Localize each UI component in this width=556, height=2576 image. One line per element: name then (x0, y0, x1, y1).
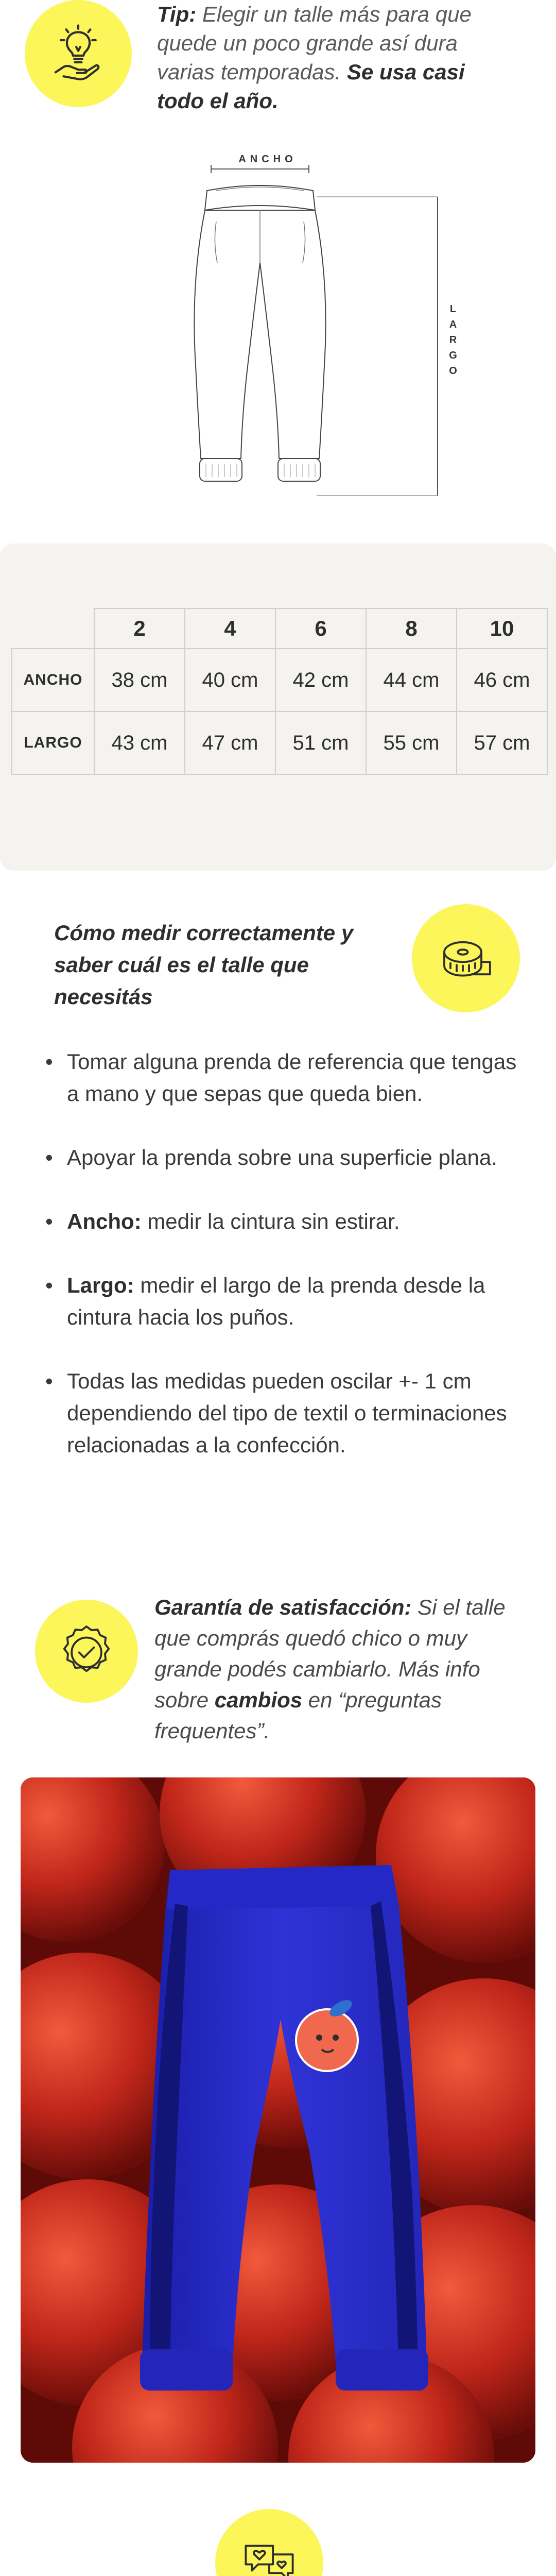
tip-text (157, 0, 517, 115)
table-cell: 44 cm (366, 649, 457, 711)
badge-check-icon (35, 1600, 138, 1703)
list-item (41, 1269, 530, 1333)
step-bold: Ancho: (67, 1209, 142, 1233)
guarantee-body: Si el talle que comprás quedó chico o muy grande podés cambiarlo. Más info sobre (154, 1595, 506, 1712)
size-header-cell: 8 (366, 608, 457, 649)
list-item (41, 1206, 530, 1238)
table-cell: 51 cm (275, 711, 366, 774)
size-header-empty (12, 608, 94, 649)
tip-bold-tail: Se usa casi todo el año. (157, 60, 465, 113)
size-header-cell: 2 (94, 608, 185, 649)
step-text: medir el largo de la prenda desde la cintura hacia los puños. (67, 1273, 485, 1329)
measure-title: Cómo medir correctamente y saber cuál es el talle que necesitás (54, 921, 354, 1009)
table-cell: 57 cm (457, 711, 547, 774)
table-cell: 46 cm (457, 649, 547, 711)
size-table-card (0, 544, 556, 871)
length-label: LARGO (449, 303, 457, 377)
size-table (11, 608, 548, 775)
size-header-cell: 4 (185, 608, 275, 649)
list-item (41, 1046, 530, 1110)
changes-link[interactable]: cambios (214, 1688, 303, 1712)
pants-measurement-diagram (170, 149, 458, 510)
table-cell: 40 cm (185, 649, 275, 711)
apple-patch-icon (296, 2004, 358, 2071)
measure-steps-list (41, 1046, 530, 1493)
size-header-row (12, 608, 547, 649)
step-text: Tomar alguna prenda de referencia que tengas a mano y que sepas que queda bien. (67, 1049, 517, 1106)
table-cell: 47 cm (185, 711, 275, 774)
step-text: Apoyar la prenda sobre una superficie plana. (67, 1145, 497, 1170)
table-row (12, 649, 547, 711)
list-item (41, 1365, 530, 1461)
size-header-cell: 6 (275, 608, 366, 649)
table-cell: 42 cm (275, 649, 366, 711)
table-row (12, 711, 547, 774)
guarantee-tail: en “preguntas frequentes”. (154, 1688, 442, 1743)
table-cell: 55 cm (366, 711, 457, 774)
guarantee-label: Garantía de satisfacción: (154, 1595, 412, 1619)
tip-body: Elegir un talle más para que quede un poco grande así dura varias temporadas. (157, 2, 472, 84)
row-label: LARGO (12, 711, 94, 774)
tape-measure-icon (412, 904, 520, 1012)
lightbulb-hand-icon (25, 0, 132, 107)
step-text: Todas las medidas pueden oscilar +- 1 cm dependiendo del tipo de textil o terminaciones relacionadas a la confección. (67, 1369, 507, 1457)
hearts-chat-icon (215, 2509, 323, 2576)
size-header-cell: 10 (457, 608, 547, 649)
step-bold: Largo: (67, 1273, 134, 1297)
width-label: ANCHO (238, 154, 297, 165)
table-cell: 43 cm (94, 711, 185, 774)
product-photo (21, 1777, 535, 2463)
guarantee-text (154, 1592, 525, 1747)
step-text: medir la cintura sin estirar. (141, 1209, 400, 1233)
tip-label: Tip: (157, 2, 197, 26)
list-item (41, 1142, 530, 1174)
row-label: ANCHO (12, 649, 94, 711)
table-cell: 38 cm (94, 649, 185, 711)
